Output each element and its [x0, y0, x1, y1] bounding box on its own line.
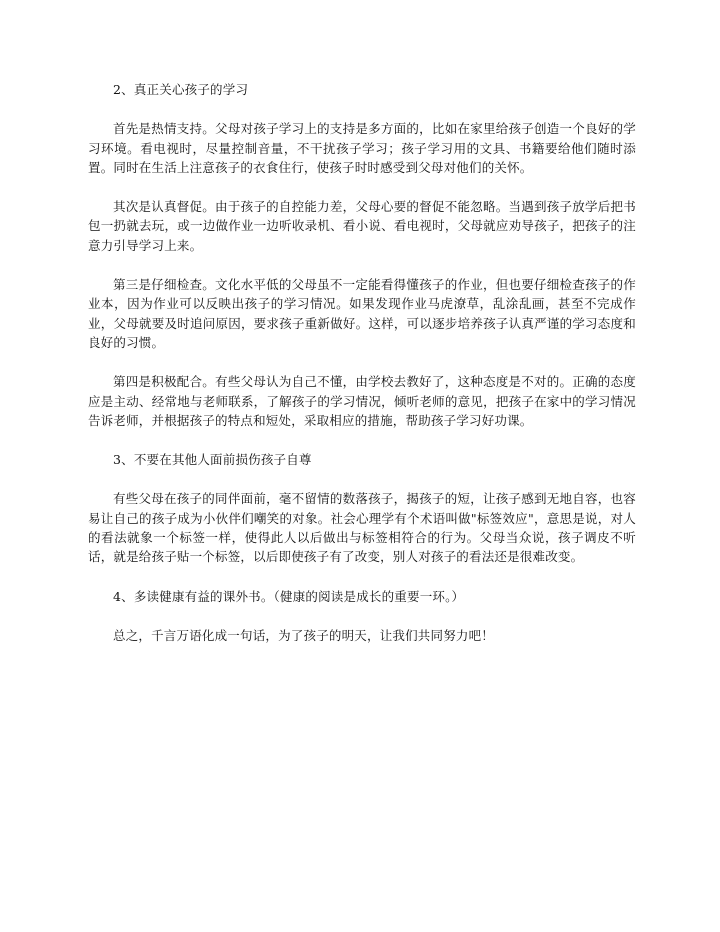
conclusion-text: 总之，千言万语化成一句话，为了孩子的明天，让我们共同努力吧！: [113, 627, 495, 643]
paragraph-support: 首先是热情支持。父母对孩子学习上的支持是多方面的，比如在家里给孩子创造一个良好的学习环境。看电视时，尽量控制音量，不干扰孩子学习；孩子学习用的文具、书籍要给他们随时添置。同时在生活上注意孩子的衣食住行，使孩子时时感受到父母对他们的关怀。: [88, 121, 636, 175]
document-page: [88, 80, 636, 645]
paragraph-cooperate: 第四是积极配合。有些父母认为自己不懂，由学校去教好了，这种态度是不对的。正确的态度应是主动、经常地与老师联系，了解孩子的学习情况，倾听老师的意见，把孩子在家中的学习情况告诉老师，并根据孩子的特点和短处，采取相应的措施，帮助孩子学习好功课。: [88, 374, 636, 428]
paragraph-label-effect: 有些父母在孩子的同伴面前，毫不留情的数落孩子，揭孩子的短，让孩子感到无地自容，也容易让自己的孩子成为小伙伴们嘲笑的对象。社会心理学有个术语叫做"标签效应"，意思是说，对人的看法就象一个标签一样，使得此人以后做出与标签相符合的行为。父母当众说，孩子调皮不听话，就是给孩子贴一个标签，以后即使孩子有了改变，别人对孩子的看法还是很难改变。: [88, 491, 636, 565]
section-heading-3: 3、不要在其他人面前损伤孩子自尊: [113, 452, 312, 468]
section-heading-2: 2、真正关心孩子的学习: [113, 82, 249, 97]
section-heading-4: 4、多读健康有益的课外书。（健康的阅读是成长的重要一环。）: [113, 588, 465, 604]
paragraph-supervise: 其次是认真督促。由于孩子的自控能力差，父母心要的督促不能忽略。当遇到孩子放学后把书包一扔就去玩，或一边做作业一边听收录机、看小说、看电视时，父母就应劝导孩子，把孩子的注意力引导学习上来。: [88, 199, 636, 253]
paragraph-check: 第三是仔细检查。文化水平低的父母虽不一定能看得懂孩子的作业，但也要仔细检查孩子的作业本，因为作业可以反映出孩子的学习情况。如果发现作业马虎潦草，乱涂乱画，甚至不完成作业，父母就要及时追问原因，要求孩子重新做好。这样，可以逐步培养孩子认真严谨的学习态度和良好的习惯。: [88, 277, 636, 350]
